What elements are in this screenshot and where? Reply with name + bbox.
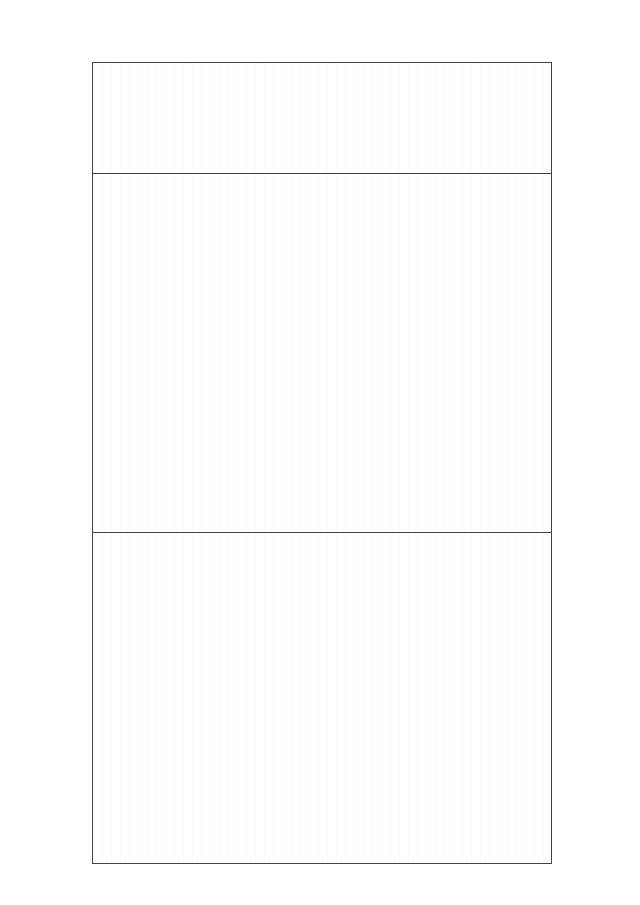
- classification-code-section: [93, 532, 551, 863]
- table-header: [93, 63, 551, 174]
- rotated-table-page: [92, 62, 552, 864]
